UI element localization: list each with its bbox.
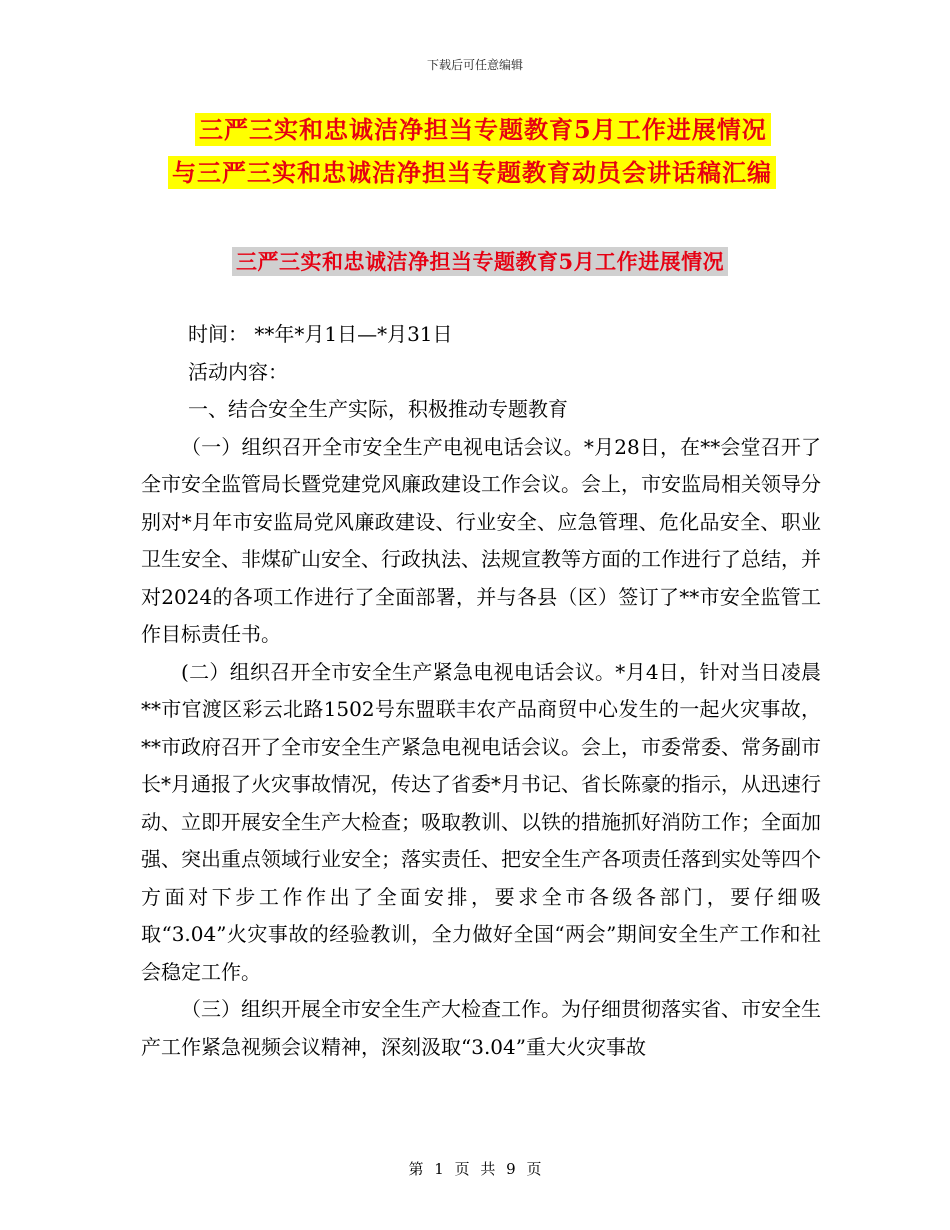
- document-title-line2: [168, 158, 776, 188]
- document-title-line1: [195, 115, 771, 145]
- time-line: 时间： **年*月1日—*月31日: [188, 322, 453, 346]
- paragraph-2: (二）组织召开全市安全生产紧急电视电话会议。*月4日，针对当日凌晨**市官渡区彩云北路1502号东盟联丰农产品商贸中心发生的一起火灾事故，**市政府召开了全市安全生产紧急电视电话会议。会上，市委常委、常务副市长*月通报了火灾事故情况，传达了省委*月书记、省长陈豪的指示，从迅速行动、立即开展安全生产大检查；吸取教训、以铁的措施抓好消防工作；全面加强、突出重点领域行业安全；落实责任、把安全生产各项责任落到实处等四个方面对下步工作作出了全面安排，要求全市各级各部门，要仔细吸取“3.04”火灾事故的经验教训，全力做好全国“两会”期间安全生产工作和社会稳定工作。: [141, 659, 821, 984]
- document-body: [141, 316, 821, 1066]
- activity-label: 活动内容：: [188, 359, 288, 384]
- page-number: 第 1 页 共 9 页: [408, 1160, 542, 1178]
- heading-1: 一、结合安全生产实际，积极推动专题教育: [188, 397, 568, 421]
- section-title: [232, 246, 728, 276]
- title-line2-text: 与三严三实和忠诚洁净担当专题教育动员会讲话稿汇编: [168, 156, 776, 189]
- paragraph-3: （三）组织开展全市安全生产大检查工作。为仔细贯彻落实省、市安全生产工作紧急视频会议精神，深刻汲取“3.04”重大火灾事故: [141, 997, 821, 1059]
- section-title-text: 三严三实和忠诚洁净担当专题教育5月工作进展情况: [232, 247, 728, 276]
- title-line1-text: 三严三实和忠诚洁净担当专题教育5月工作进展情况: [195, 113, 771, 146]
- paragraph-1: （一）组织召开全市安全生产电视电话会议。*月28日，在**会堂召开了全市安全监管局长暨党建党风廉政建设工作会议。会上，市安监局相关领导分别对*月年市安监局党风廉政建设、行业安全、应急管理、危化品安全、职业卫生安全、非煤矿山安全、行政执法、法规宣教等方面的工作进行了总结，并对2024的各项工作进行了全面部署，并与各县（区）签订了**市安全监管工作目标责任书。: [141, 434, 821, 646]
- header-note: 下载后可任意编辑: [426, 58, 523, 72]
